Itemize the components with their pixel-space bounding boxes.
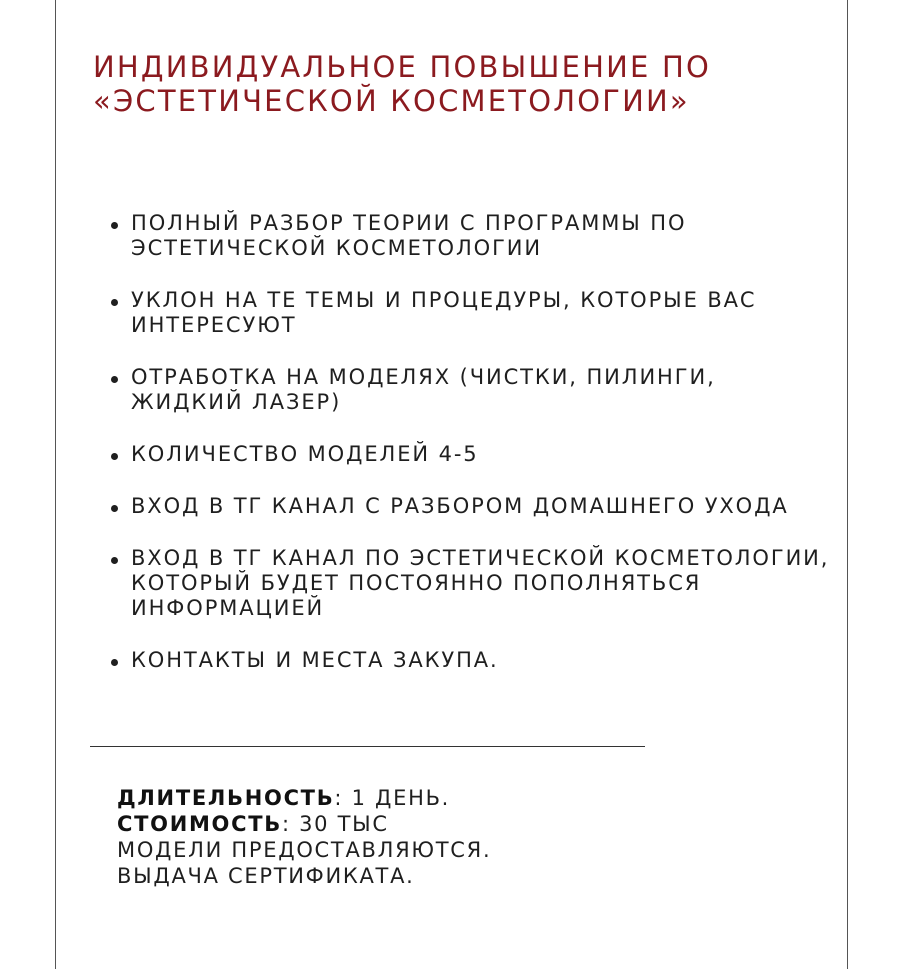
duration-label: ДЛИТЕЛЬНОСТЬ (117, 786, 335, 810)
bullet-dot-icon (111, 557, 118, 564)
price-value: : 30 ТЫС (281, 812, 389, 836)
bullet-dot-icon (111, 222, 118, 229)
list-item (131, 211, 831, 261)
bullet-dot-icon (111, 299, 118, 306)
list-item (131, 494, 831, 519)
list-item-text: КОЛИЧЕСТВО МОДЕЛЕЙ 4-5 (131, 442, 479, 466)
title-line-1: ИНДИВИДУАЛЬНОЕ ПОВЫШЕНИЕ ПО (93, 50, 712, 84)
title-line-2: «ЭСТЕТИЧЕСКОЙ КОСМЕТОЛОГИИ» (93, 84, 690, 118)
list-item (131, 288, 831, 338)
bullet-dot-icon (111, 376, 118, 383)
certificate-note: ВЫДАЧА СЕРТИФИКАТА. (117, 864, 415, 888)
price-label: СТОИМОСТЬ (117, 812, 282, 836)
duration-line (117, 785, 491, 811)
bullet-dot-icon (111, 505, 118, 512)
list-item-text: КОНТАКТЫ И МЕСТА ЗАКУПА. (131, 648, 499, 672)
price-line (117, 811, 491, 837)
page-title (93, 50, 833, 118)
document-page (55, 0, 848, 969)
duration-value: : 1 ДЕНЬ. (334, 786, 451, 810)
section-divider (90, 746, 645, 747)
list-item-text: ОТРАБОТКА НА МОДЕЛЯХ (ЧИСТКИ, ПИЛИНГИ, ЖИДКИЙ ЛАЗЕР) (131, 365, 716, 414)
feature-list (131, 211, 831, 700)
list-item (131, 365, 831, 415)
course-info (117, 785, 491, 889)
list-item (131, 648, 831, 673)
list-item (131, 546, 831, 621)
list-item-text: УКЛОН НА ТЕ ТЕМЫ И ПРОЦЕДУРЫ, КОТОРЫЕ ВАС ИНТЕРЕСУЮТ (131, 288, 757, 337)
list-item-text: ПОЛНЫЙ РАЗБОР ТЕОРИИ С ПРОГРАММЫ ПО ЭСТЕТИЧЕСКОЙ КОСМЕТОЛОГИИ (131, 211, 687, 260)
bullet-dot-icon (111, 453, 118, 460)
list-item-text: ВХОД В ТГ КАНАЛ С РАЗБОРОМ ДОМАШНЕГО УХОДА (131, 494, 789, 518)
bullet-dot-icon (111, 659, 118, 666)
list-item (131, 442, 831, 467)
list-item-text: ВХОД В ТГ КАНАЛ ПО ЭСТЕТИЧЕСКОЙ КОСМЕТОЛОГИИ, КОТОРЫЙ БУДЕТ ПОСТОЯННО ПОПОЛНЯТЬСЯ ИНФОРМАЦИЕЙ (131, 546, 830, 620)
models-note: МОДЕЛИ ПРЕДОСТАВЛЯЮТСЯ. (117, 838, 492, 862)
